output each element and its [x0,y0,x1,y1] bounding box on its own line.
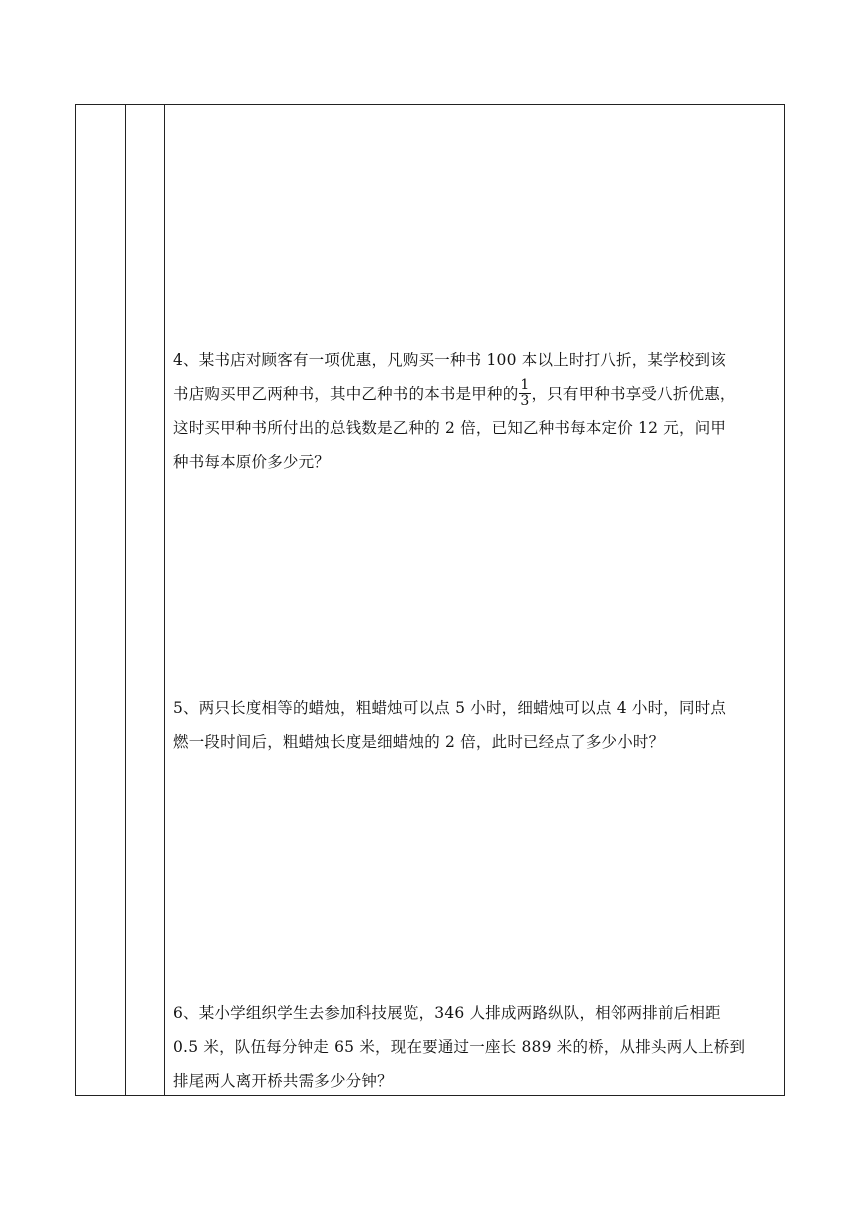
problem-4-line-2-after: ，只有甲种书享受八折优惠， [531,385,736,403]
problem-6-line-1: 6、某小学组织学生去参加科技展览，346 人排成两路纵队，相邻两排前后相距 [173,1004,721,1022]
fraction-one-third [519,378,530,409]
worksheet-table [75,104,785,1096]
table-column-divider-2 [164,105,165,1095]
problem-4-line-2 [173,377,779,411]
problem-5-line-1: 5、两只长度相等的蜡烛，粗蜡烛可以点 5 小时，细蜡烛可以点 4 小时，同时点 [173,699,727,717]
problem-6-line-3: 排尾两人离开桥共需多少分钟？ [173,1072,393,1090]
problem-6-line-2: 0.5 米，队伍每分钟走 65 米，现在要通过一座长 889 米的桥，从排头两人上桥到 [173,1038,746,1056]
problem-6 [173,996,779,1098]
problem-5 [173,691,779,759]
problem-4-line-3: 这时买甲种书所付出的总钱数是乙种的 2 倍，已知乙种书每本定价 12 元，问甲 [173,419,727,437]
problem-4-line-4: 种书每本原价多少元？ [173,453,331,471]
problem-4-line-2-before: 书店购买甲乙两种书，其中乙种书的本书是甲种的 [173,385,519,403]
fraction-numerator: 1 [520,376,530,393]
problem-4-line-1: 4、某书店对顾客有一项优惠，凡购买一种书 100 本以上时打八折，某学校到该 [173,351,726,369]
problem-4 [173,343,779,479]
fraction-denominator: 3 [520,392,530,409]
table-column-divider-1 [125,105,126,1095]
problem-5-line-2: 燃一段时间后，粗蜡烛长度是细蜡烛的 2 倍，此时已经点了多少小时？ [173,733,665,751]
